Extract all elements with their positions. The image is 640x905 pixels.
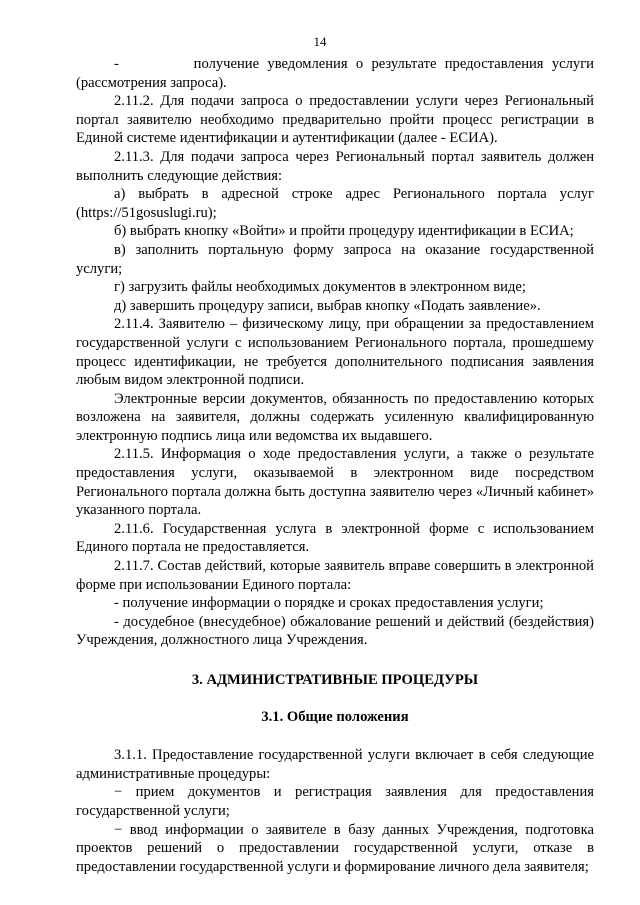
paragraph-2-11-6: 2.11.6. Государственная услуга в электронной форме с использованием Единого портала не предоставляется.	[76, 520, 594, 556]
list-item-reception: − прием документов и регистрация заявления для предоставления государственной услуги;	[76, 784, 594, 819]
list-item-appeal: - досудебное (внесудебное) обжалование решений и действий (бездействия) Учреждения, должностного лица Учреждения.	[76, 613, 594, 649]
paragraph-2-11-7: 2.11.7. Состав действий, которые заявитель вправе совершить в электронной форме при использовании Единого портала:	[76, 558, 594, 593]
paragraph-2-11-3: 2.11.3. Для подачи запроса через Региональный портал заявитель должен выполнить следующие действия:	[76, 148, 594, 184]
section-title: 3. АДМИНИСТРАТИВНЫЕ ПРОЦЕДУРЫ	[191, 672, 479, 688]
paragraph-electronic-versions: Электронные версии документов, обязанность по предоставлению которых возложена на заявителя, должны содержать усиленную квалифицированную электронную подпись лица или ведомства их выдавшего.	[76, 390, 594, 444]
section-subtitle: 3.1. Общие положения	[261, 708, 409, 725]
page-number: 14	[313, 34, 327, 49]
list-item-v: в) заполнить портальную форму запроса на оказание государственной услуги;	[76, 241, 594, 277]
paragraph-notification: - получение уведомления о результате предоставления услуги (рассмотрения запроса).	[76, 56, 594, 91]
page-content	[76, 55, 594, 876]
list-item-info: - получение информации о порядке и сроках предоставления услуги;	[114, 595, 544, 612]
paragraph-2-11-2: 2.11.2. Для подачи запроса о предоставлении услуги через Региональный портал заявителю необходимо предварительно пройти процесс регистрации в Единой системе идентификации и аутентификации (далее - ЕСИА).	[76, 93, 594, 147]
paragraph-2-11-5: 2.11.5. Информация о ходе предоставления услуги, а также о результате предоставления услуги, оказываемой в электронном виде посредством Регионального портала должна быть доступна заявителю через «Личный кабинет» указанного портала.	[76, 446, 594, 519]
list-item-data-entry: − ввод информации о заявителе в базу данных Учреждения, подготовка проектов решений о предоставлении государственной услуги, отказе в предоставлении государственной услуги и формирование личного дела заявителя;	[76, 821, 594, 875]
paragraph-2-11-4: 2.11.4. Заявителю – физическому лицу, при обращении за предоставлением государственной услуги с использованием Регионального портала, прошедшему процесс идентификации, не требуется дополнительного подписания заявления любым видом электронной подписи.	[76, 316, 594, 389]
list-item-d: д) завершить процедуру записи, выбрав кнопку «Подать заявление».	[114, 297, 541, 314]
list-item-g: г) загрузить файлы необходимых документов в электронном виде;	[114, 279, 526, 296]
list-item-b: б) выбрать кнопку «Войти» и пройти процедуру идентификации в ЕСИА;	[114, 223, 574, 240]
paragraph-3-1-1: 3.1.1. Предоставление государственной услуги включает в себя следующие административные процедуры:	[76, 747, 594, 782]
list-item-a: а) выбрать в адресной строке адрес Регионального портала услуг (https://51gosuslugi.ru);	[76, 186, 594, 221]
